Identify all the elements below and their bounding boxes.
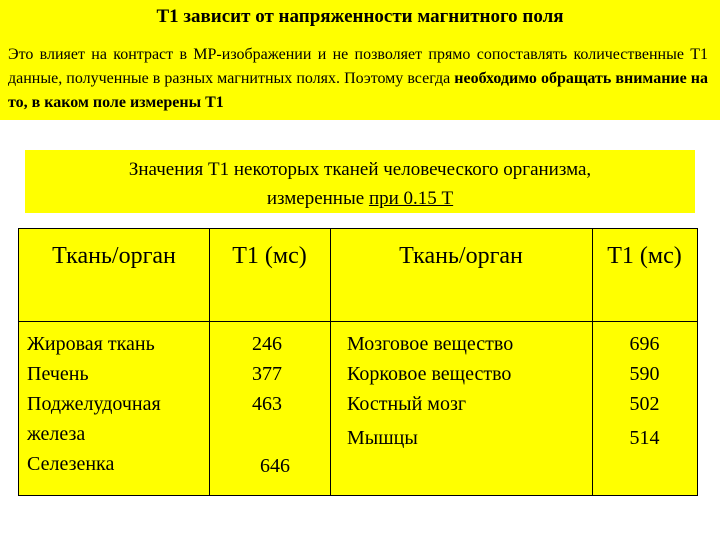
tissue-name: Жировая ткань: [27, 333, 155, 355]
tissue-name: железа: [27, 423, 86, 445]
intro-text: Это влияет на контраст в МР-изображении и не позволяет прямо сопоставлять количественные T1 данные, полученные в разных магнитных полях. Поэтому всегда: [8, 46, 708, 87]
tissue-name: Костный мозг: [347, 393, 467, 415]
header-divider: [19, 321, 697, 322]
right-tissues: [347, 329, 587, 453]
t1-value: [234, 419, 314, 449]
right-values: [592, 329, 697, 453]
header-tissue-2: Ткань/орган: [399, 243, 523, 269]
tissue-name: Поджелудочная: [27, 393, 161, 415]
intro-emphasis: необходимо обращать внимание на то, в каком поле измерены T1: [8, 70, 709, 111]
intro-paragraph: [8, 43, 708, 115]
t1-value: 502: [629, 393, 660, 415]
tissue-name: Селезенка: [27, 453, 115, 475]
tissue-name: Печень: [27, 363, 89, 385]
t1-value: 646: [260, 455, 290, 477]
header-t1-2: T1 (мс): [607, 243, 682, 269]
left-tissues: [27, 329, 207, 479]
table-title: [25, 150, 695, 213]
header-t1-1: T1 (мс): [232, 243, 307, 269]
table-title-line1: Значения T1 некоторых тканей человеческого организма,: [128, 159, 592, 180]
tissue-name: Мышцы: [347, 427, 418, 449]
tissue-name: Корковое вещество: [347, 363, 512, 385]
table-title-line2: [267, 188, 453, 209]
t1-value: 696: [629, 333, 660, 355]
t1-table: [18, 228, 698, 496]
t1-value: 246: [252, 333, 282, 355]
t1-value: 377: [252, 363, 282, 385]
t1-value: 514: [629, 427, 660, 449]
t1-value: 590: [629, 363, 660, 385]
t1-value: 463: [252, 393, 282, 415]
header-tissue-1: Ткань/орган: [52, 243, 176, 269]
tissue-name: Мозговое вещество: [347, 333, 514, 355]
table-title-prefix: измеренные: [266, 188, 369, 209]
field-strength: при 0.15 Т: [368, 188, 454, 209]
left-values: [234, 329, 314, 481]
page-title: T1 зависит от напряженности магнитного поля: [156, 6, 564, 27]
